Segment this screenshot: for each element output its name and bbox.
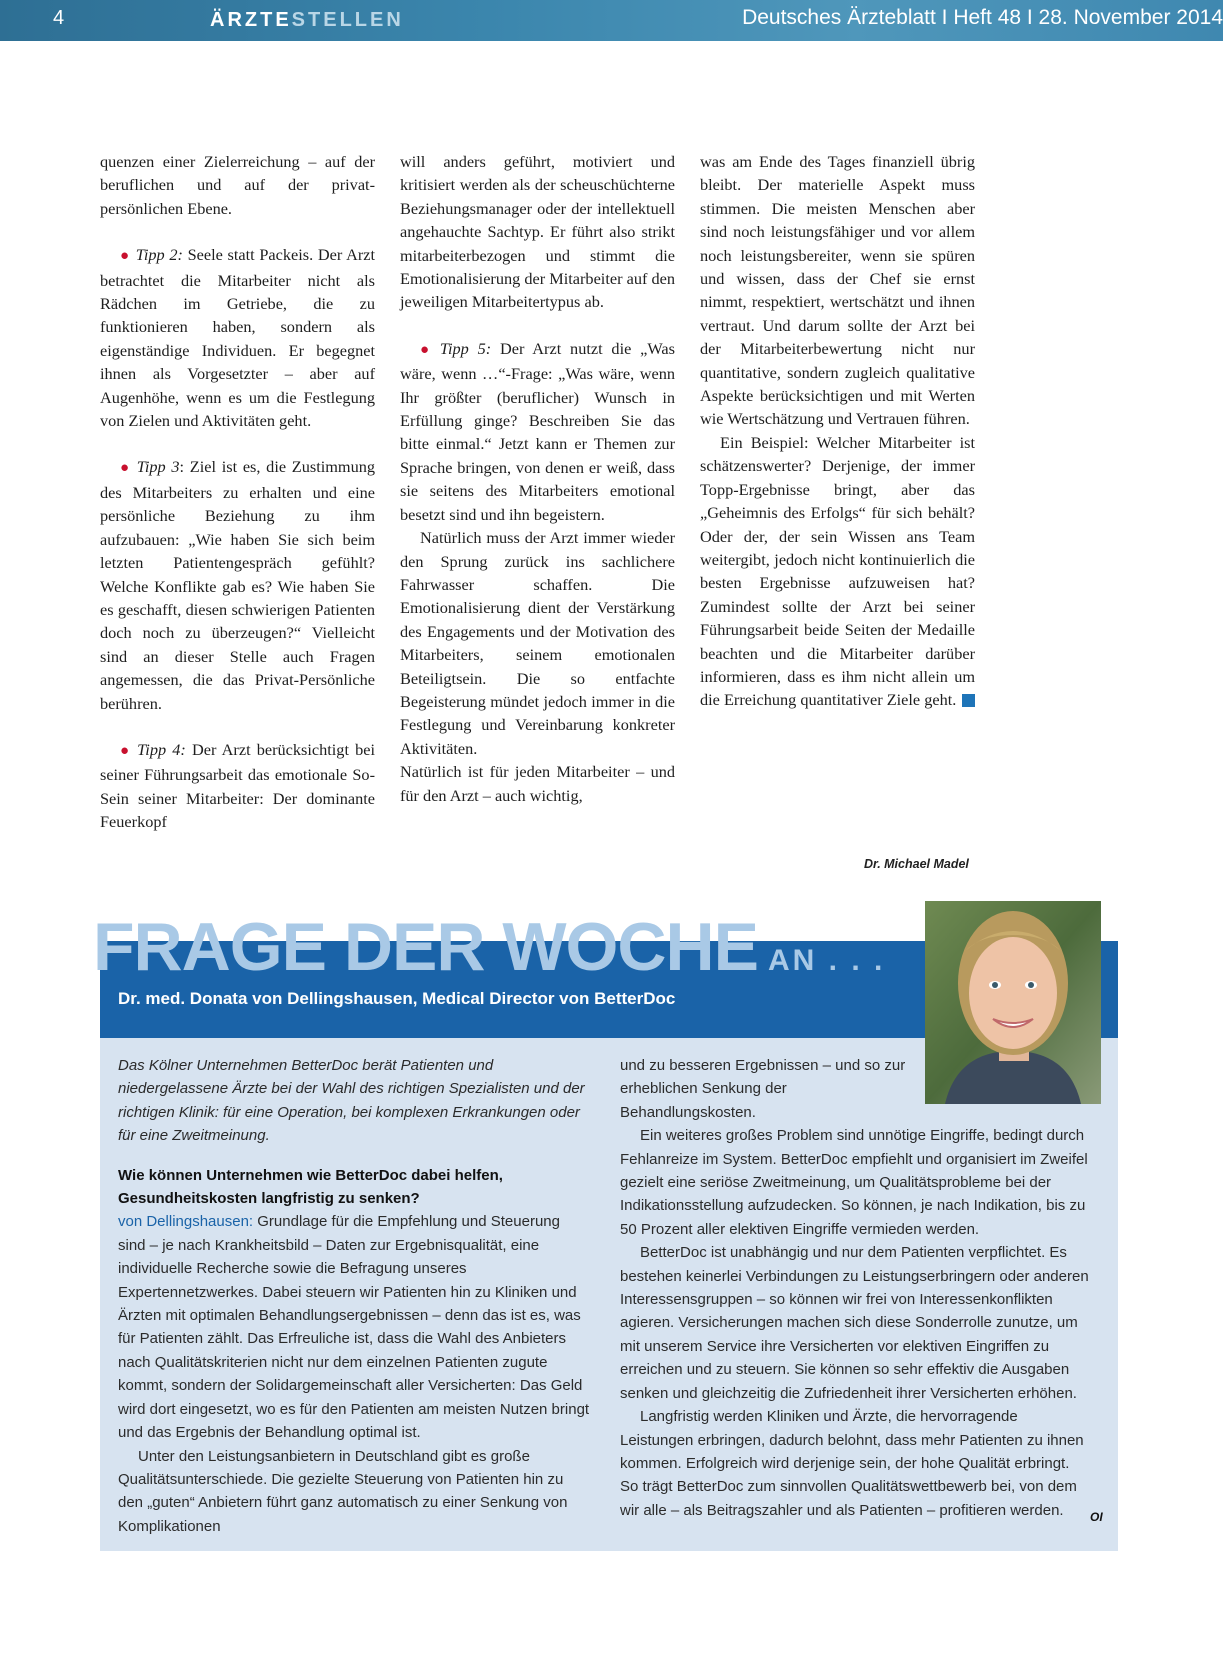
interview-question: Wie können Unternehmen wie BetterDoc dabei helfen, Gesundheitskosten langfristig zu senken? [118,1166,503,1208]
editor-signature: OI [1090,1510,1103,1524]
article-column-2 [400,150,675,807]
tip-paragraph [100,455,375,714]
interview-title: FRAGE DER WOCHE [93,909,758,985]
end-mark-icon [962,694,975,707]
bullet-icon: ● [120,742,132,759]
tip-text: Der Arzt berücksichtigt bei seiner Führungsarbeit das emotionale So-Sein seiner Mitarbeiter: Der dominante Feuerkopf [100,739,376,832]
interview-title-suffix: AN . . . [768,944,886,977]
tip-label: Tipp 4: [137,739,186,759]
tip-paragraph [100,738,375,834]
author-byline: Dr. Michael Madel [864,857,969,871]
tip-text: Der Arzt nutzt die „Was wäre, wenn …“-Frage: „Was wäre, wenn Ihr größter (beruflicher) Wunsch in Erfüllung ginge? Beschreiben Sie das bitte einmal.“ Jetzt kann er Themen zur Sprache bringen, von denen er weiß, dass sie seitens des Mitarbeiters emotional besetzt sind und ihn begeistern. [400,338,675,524]
tip-paragraph [100,243,375,432]
tip-label: Tipp 5: [439,338,492,358]
section-title-b: STELLEN [291,9,404,31]
paragraph-text: Ein Beispiel: Welcher Mitarbeiter ist schätzenswerter? Derjenige, der immer Topp-Ergebnisse bringt, aber das „Geheimnis des Erfolgs“ für sich behält? Oder der, der sein Wissen ans Team weitergibt, jedoch nicht kontinuierlich die besten Ergebnisse aufzuweisen hat? Zumindest sollte der Arzt bei seiner Führungsarbeit beide Seiten der Medaille beachten und die Mitarbeiter darüber informieren, dass es ihm nicht allein um die Erreichung quantitativer Ziele geht. [700,432,975,710]
paragraph: Ein weiteres großes Problem sind unnötige Eingriffe, bedingt durch Fehlanreize im System. BetterDoc empfiehlt und organisiert im Zweifel gezielt eine seriöse Zweitmeinung, um Qualitätsprobleme bei der Indikationsstellung aufzudecken. So können, je nach Indikation, bis zu 50 Prozent aller elektiven Eingriffe vermieden werden. [620,1127,1088,1238]
interview-intro: Das Kölner Unternehmen BetterDoc berät Patienten und niedergelassene Ärzte bei der Wahl des richtigen Spezialisten und der richtigen Klinik: für eine Operation, bei komplexen Erkrankungen oder für eine Zweitmeinung. [118,1057,585,1145]
article-column-1 [100,150,375,834]
section-title [210,9,404,32]
paragraph: Natürlich ist für jeden Mitarbeiter – und für den Arzt – auch wichtig, [400,762,675,805]
tip-text: Seele statt Packeis. Der Arzt betrachtet die Mitarbeiter nicht als Rädchen im Getriebe, die zu funktionieren haben, sondern als eigenständige Individuen. Er begegnet ihnen als Vorgesetzter – aber auf Augenhöhe, wenn es um die Festlegung von Zielen und Aktivitäten geht. [100,245,376,431]
paragraph: BetterDoc ist unabhängig und nur dem Patienten verpflichtet. Es bestehen keinerlei Verbindungen zu Leistungserbringern oder anderen Interessensgruppen – so können wir frei von Interessenkonflikten agieren. Versicherungen machen sich diese Sonderrolle zunutze, um mit unserem Service ihre Versicherten vor elektiven Eingriffen zu erreichen und zu steuern. Sie können so sehr effektiv die Ausgaben senken und gleichzeitig die Zufriedenheit ihrer Versicherten erhöhen. [620,1244,1089,1402]
bullet-icon: ● [420,341,434,358]
article-column-3 [700,150,975,712]
interview-heading [93,909,886,996]
interview-column-left [118,1054,590,1538]
tip-paragraph [400,337,675,526]
paragraph: Natürlich muss der Arzt immer wieder den Sprung zurück ins sachlichere Fahrwasser schaffen. Die Emotionalisierung dient der Verstärkung des Engagements und der Motivation des Mitarbeiters, seinem emotionalen Beteiligtsein. Die so entfachte Begeisterung mündet jedoch immer in die Festlegung und Vereinbarung konkreter Aktivitäten. [400,528,675,758]
speaker-name: von Dellingshausen: [118,1213,254,1231]
bullet-icon: ● [120,248,130,265]
tip-label: Tipp 2: [135,245,183,265]
page-number: 4 [53,7,65,29]
paragraph: quenzen einer Zielerreichung – auf der beruflichen und auf der privat-persönlichen Ebene. [100,152,375,218]
bullet-icon: ● [120,460,131,477]
interview-answer [118,1210,590,1444]
journal-issue: Deutsches Ärzteblatt I Heft 48 I 28. November 2014 [742,6,1223,29]
paragraph: und zu besseren Ergebnissen – und so zur erheblichen Senkung der Behandlungskosten. [620,1057,906,1121]
paragraph [700,431,975,712]
tip-label: Tipp 3 [136,457,180,477]
section-title-a: ÄRZTE [210,9,292,31]
page-header [0,0,1223,41]
paragraph: will anders geführt, motiviert und kritisiert werden als der scheuschüchterne Beziehungsmanager oder der intellektuell angehauchte Sachtyp. Er führt also strikt mitarbeiterbezogen und stimmt die Emotionalisierung der Mitarbeiter auf den jeweiligen Mitarbeitertypus ab. [400,152,675,312]
paragraph: Langfristig werden Kliniken und Ärzte, die hervorragende Leistungen erbringen, dadurch belohnt, dass mehr Patienten zu ihnen kommen. Erfolgreich wird derjenige sein, der hohe Qualität erbringt. So trägt BetterDoc zum sinnvollen Qualitätswettbewerb bei, von dem wir alle – als Beitragszahler und als Patienten – profitieren werden. [620,1408,1084,1519]
interview-answer-continued: Unter den Leistungsanbietern in Deutschland gibt es große Qualitätsunterschiede. Die gezielte Steuerung von Patienten hin zu den „guten“ Anbietern führt ganz automatisch zu einer Senkung von Komplikationen [118,1447,568,1535]
interview-column-right [620,1054,1090,1522]
answer-text: Grundlage für die Empfehlung und Steuerung sind – je nach Krankheitsbild – Daten zur Ergebnisqualität, eine individuelle Recherche sowie die Befragung unseres Expertennetzwerkes. Dabei steuern wir Patienten hin zu Kliniken und Ärzten mit optimalen Behandlungsergebnissen – denn das ist es, was für Patienten zählt. Das Erfreuliche ist, dass die Wahl des Anbieters nach Qualitätskriterien nicht nur dem einzelnen Patienten zugute kommt, sondern der Solidargemeinschaft aller Versicherten: Das Geld wird dort eingesetzt, wo es für den Patienten am meisten Nutzen bringt und das Ergebnis der Behandlung optimal ist. [118,1213,590,1442]
paragraph: was am Ende des Tages finanziell übrig bleibt. Der materielle Aspekt muss stimmen. Die meisten Menschen aber sind noch leistungsfähiger und vor allem noch leistungsbereiter, wenn sie spüren und wissen, dass der Chef sie ernst nimmt, respektiert, wertschätzt und ihnen vertraut. Und darum sollte der Arzt bei der Mitarbeiterbewertung nicht nur quantitative, sondern zugleich qualitative Aspekte berücksichtigen und mit Werten wie Wertschätzung und Vertrauen führen. [700,152,975,429]
interview-subtitle: Dr. med. Donata von Dellingshausen, Medical Director von BetterDoc [118,989,676,1008]
tip-text: : Ziel ist es, die Zustimmung des Mitarbeiters zu erhalten und eine persönliche Beziehung zu ihm aufzubauen: „Wie haben Sie sich beim letzten Patientengespräch gefühlt? Welche Konflikte gab es? Wie haben Sie es geschafft, diesen schwierigen Patienten doch noch zu überzeugen?“ Vielleicht sind an dieser Stelle auch Fragen angemessen, die das Privat-Persönliche berühren. [100,457,376,713]
